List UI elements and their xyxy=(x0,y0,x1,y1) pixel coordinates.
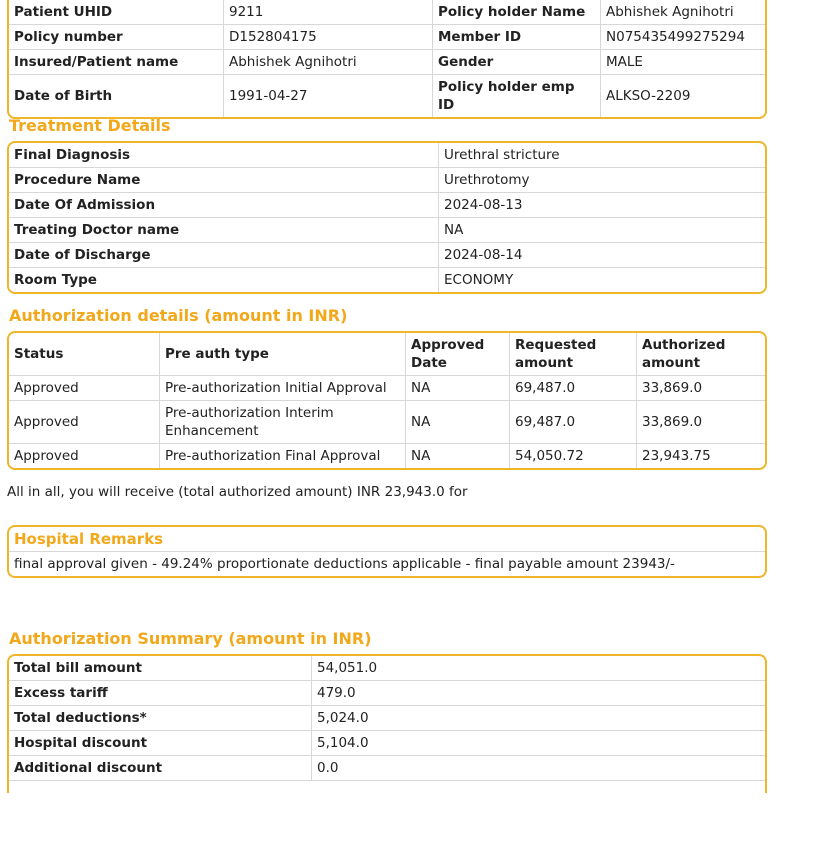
hospital-remarks-title: Hospital Remarks xyxy=(9,527,765,552)
summary-value: 5,104.0 xyxy=(312,731,765,756)
total-authorized-note: All in all, you will receive (total authorized amount) INR 23,943.0 for xyxy=(7,484,468,500)
table-row xyxy=(9,50,765,75)
table-row xyxy=(9,75,765,117)
policy-value: ALKSO-2209 xyxy=(606,88,691,104)
treatment-value: Urethral stricture xyxy=(439,143,765,168)
treatment-value: NA xyxy=(439,218,765,243)
policy-value: 9211 xyxy=(224,0,433,25)
table-header-row xyxy=(9,333,765,376)
policy-label: Policy holder emp ID xyxy=(433,75,601,117)
table-row xyxy=(9,731,765,756)
summary-value: 479.0 xyxy=(312,681,765,706)
table-row xyxy=(9,756,765,781)
table-row xyxy=(9,527,765,552)
table-row xyxy=(9,681,765,706)
table-row xyxy=(9,781,765,793)
table-row xyxy=(9,268,765,292)
table-row xyxy=(9,444,765,468)
preauth-type-cell: Pre-authorization Initial Approval xyxy=(160,376,406,401)
table-row xyxy=(9,25,765,50)
treatment-value: ECONOMY xyxy=(444,272,514,288)
policy-label: Policy number xyxy=(9,25,224,50)
approved-date-cell: NA xyxy=(406,444,510,468)
policy-value: MALE xyxy=(601,50,765,75)
policy-value: 1991-04-27 xyxy=(224,75,433,117)
hospital-remarks-box xyxy=(7,525,767,578)
summary-value: 5,024.0 xyxy=(312,706,765,731)
policy-label: Insured/Patient name xyxy=(9,50,224,75)
policy-label: Member ID xyxy=(433,25,601,50)
policy-label: Gender xyxy=(433,50,601,75)
policy-label: Policy holder Name xyxy=(433,0,601,25)
authorization-title: Authorization details (amount in INR) xyxy=(9,306,348,325)
column-header: Status xyxy=(9,333,160,376)
table-row xyxy=(9,552,765,576)
policy-label: Date of Birth xyxy=(9,75,224,117)
table-row xyxy=(9,0,765,25)
treatment-label: Date of Discharge xyxy=(9,243,439,268)
authorization-table xyxy=(7,331,767,470)
treatment-label: Treating Doctor name xyxy=(9,218,439,243)
treatment-label: Room Type xyxy=(9,268,439,292)
summary-label: Total bill amount xyxy=(9,656,312,681)
treatment-title: Treatment Details xyxy=(9,116,171,135)
policy-value: Abhishek Agnihotri xyxy=(601,0,765,25)
column-header: Pre auth type xyxy=(160,333,406,376)
authorized-amount-cell: 33,869.0 xyxy=(637,401,765,444)
hospital-remarks-text: final approval given - 49.24% proportionate deductions applicable - final payable amount 23943/- xyxy=(14,556,675,572)
treatment-value: Urethrotomy xyxy=(439,168,765,193)
table-row xyxy=(9,193,765,218)
policy-value: N075435499275294 xyxy=(601,25,765,50)
table-row xyxy=(9,656,765,681)
table-row xyxy=(9,706,765,731)
approved-date-cell: NA xyxy=(406,376,510,401)
summary-label: Hospital discount xyxy=(9,731,312,756)
treatment-table xyxy=(7,141,767,294)
column-header: Approved Date xyxy=(406,333,510,376)
status-cell: Approved xyxy=(9,376,160,401)
treatment-label: Date Of Admission xyxy=(9,193,439,218)
table-row xyxy=(9,401,765,444)
column-header: Requested amount xyxy=(510,333,637,376)
summary-title: Authorization Summary (amount in INR) xyxy=(9,629,372,648)
summary-label: Additional discount xyxy=(9,756,312,781)
summary-value: 0.0 xyxy=(312,756,765,781)
requested-amount-cell: 54,050.72 xyxy=(510,444,637,468)
summary-value: 54,051.0 xyxy=(312,656,765,681)
status-cell: Approved xyxy=(9,401,160,444)
summary-table xyxy=(7,654,767,793)
approved-date-cell: NA xyxy=(406,401,510,444)
table-row xyxy=(9,243,765,268)
requested-amount-cell: 69,487.0 xyxy=(510,376,637,401)
table-row xyxy=(9,143,765,168)
column-header: Authorized amount xyxy=(637,333,765,376)
treatment-value: 2024-08-14 xyxy=(439,243,765,268)
summary-label: Excess tariff xyxy=(9,681,312,706)
policy-value: Abhishek Agnihotri xyxy=(224,50,433,75)
preauth-type-cell: Pre-authorization Interim Enhancement xyxy=(160,401,406,444)
authorized-amount-cell: 23,943.75 xyxy=(642,448,711,464)
summary-empty-cell xyxy=(9,781,765,793)
policy-label: Patient UHID xyxy=(9,0,224,25)
preauth-type-cell: Pre-authorization Final Approval xyxy=(160,444,406,468)
policy-info-table xyxy=(7,0,767,119)
table-row xyxy=(9,376,765,401)
treatment-value: 2024-08-13 xyxy=(439,193,765,218)
policy-value: D152804175 xyxy=(224,25,433,50)
treatment-label: Procedure Name xyxy=(9,168,439,193)
treatment-label: Final Diagnosis xyxy=(9,143,439,168)
requested-amount-cell: 69,487.0 xyxy=(510,401,637,444)
status-cell: Approved xyxy=(9,444,160,468)
table-row xyxy=(9,168,765,193)
authorized-amount-cell: 33,869.0 xyxy=(637,376,765,401)
summary-label: Total deductions* xyxy=(9,706,312,731)
table-row xyxy=(9,218,765,243)
